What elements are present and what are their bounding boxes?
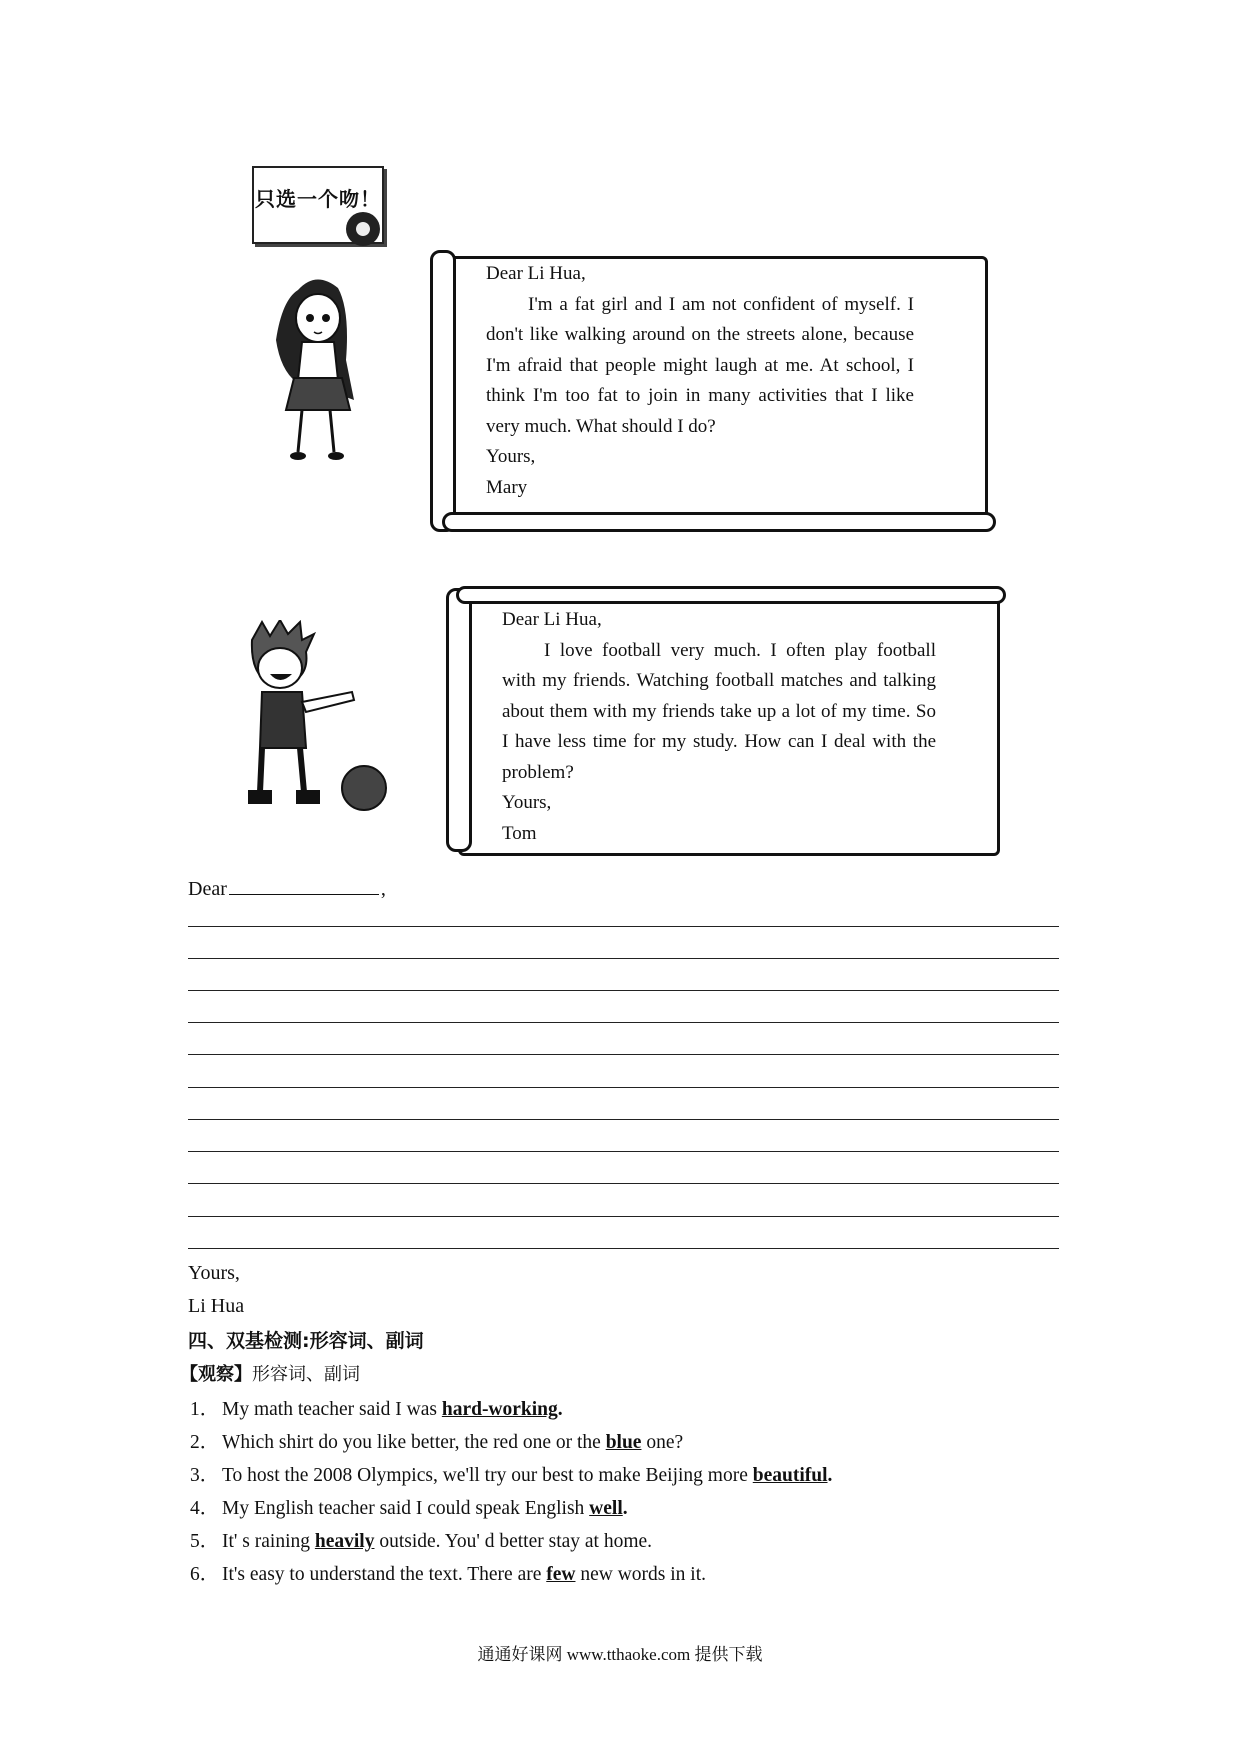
example-sentence: 6． It's easy to understand the text. There are few new words in it. [190, 1564, 707, 1585]
reply-greeting [188, 876, 386, 901]
example-sentence: 5． It' s raining heavily outside. You' d better stay at home. [190, 1531, 653, 1552]
section-title: 四、双基检测:形容词、副词 [188, 1330, 424, 1352]
writing-line[interactable] [188, 1054, 1059, 1055]
letter-closing: Yours, [486, 446, 536, 467]
sign-text: 只选一个吻！ [255, 187, 381, 211]
scroll-roll-left [430, 250, 456, 532]
writing-line[interactable] [188, 926, 1059, 927]
letter-tom [502, 605, 936, 849]
example-sentence: 2． Which shirt do you like better, the red one or the blue one? [190, 1432, 684, 1453]
letter-signature: Tom [502, 822, 537, 844]
boy-illustration [240, 620, 400, 812]
dear-label: Dear [188, 878, 227, 900]
writing-line[interactable] [188, 1119, 1059, 1120]
letter-body: I love football very much. I often play football with my friends. Watching football matches and talking about them with my friends take up a lot of my time. So I have less time for my study. How can I deal with the problem? [502, 639, 936, 783]
reply-signature: Li Hua [188, 1295, 245, 1317]
writing-line[interactable] [188, 958, 1059, 959]
keyword: few [546, 1564, 576, 1585]
scroll-roll-top-2 [456, 586, 1006, 604]
example-sentence: 4． My English teacher said I could speak English well. [190, 1498, 628, 1519]
letter-mary [486, 259, 914, 503]
writing-line[interactable] [188, 1248, 1059, 1249]
letter-closing: Yours, [502, 792, 552, 813]
observe-bracket: 【观察】 [180, 1364, 252, 1385]
page-footer: 通通好课网 www.tthaoke.com 提供下载 [477, 1645, 763, 1664]
seal-icon [346, 212, 380, 246]
letter-body: I'm a fat girl and I am not confident of myself. I don't like walking around on the streets alone, because I'm afraid that people might laugh at me. At school, I think I'm too fat to join in many activities that I like very much. What should I do? [486, 293, 914, 437]
keyword: beautiful [752, 1465, 828, 1486]
recipient-blank[interactable] [229, 876, 379, 895]
example-sentence: 3． To host the 2008 Olympics, we'll try our best to make Beijing more beautiful. [190, 1465, 833, 1486]
observe-line [180, 1360, 360, 1386]
example-sentence: 1． My math teacher said I was hard-working. [190, 1399, 563, 1420]
writing-line[interactable] [188, 1151, 1059, 1152]
scroll-roll-left-2 [446, 588, 472, 852]
writing-line[interactable] [188, 1022, 1059, 1023]
keyword: hard-working [441, 1399, 558, 1420]
writing-line[interactable] [188, 1087, 1059, 1088]
writing-line[interactable] [188, 1216, 1059, 1217]
keyword: heavily [314, 1531, 375, 1552]
writing-line[interactable] [188, 990, 1059, 991]
letter-greeting: Dear Li Hua, [502, 609, 602, 630]
keyword: blue [605, 1432, 642, 1453]
observe-text: 形容词、副词 [252, 1364, 360, 1385]
writing-line[interactable] [188, 1183, 1059, 1184]
keyword: well [589, 1498, 623, 1519]
letter-greeting: Dear Li Hua, [486, 263, 586, 284]
girl-illustration [268, 270, 364, 464]
dear-comma: , [380, 878, 386, 900]
reply-closing: Yours, [188, 1262, 240, 1284]
letter-signature: Mary [486, 476, 528, 498]
scroll-roll-bottom [442, 512, 996, 532]
